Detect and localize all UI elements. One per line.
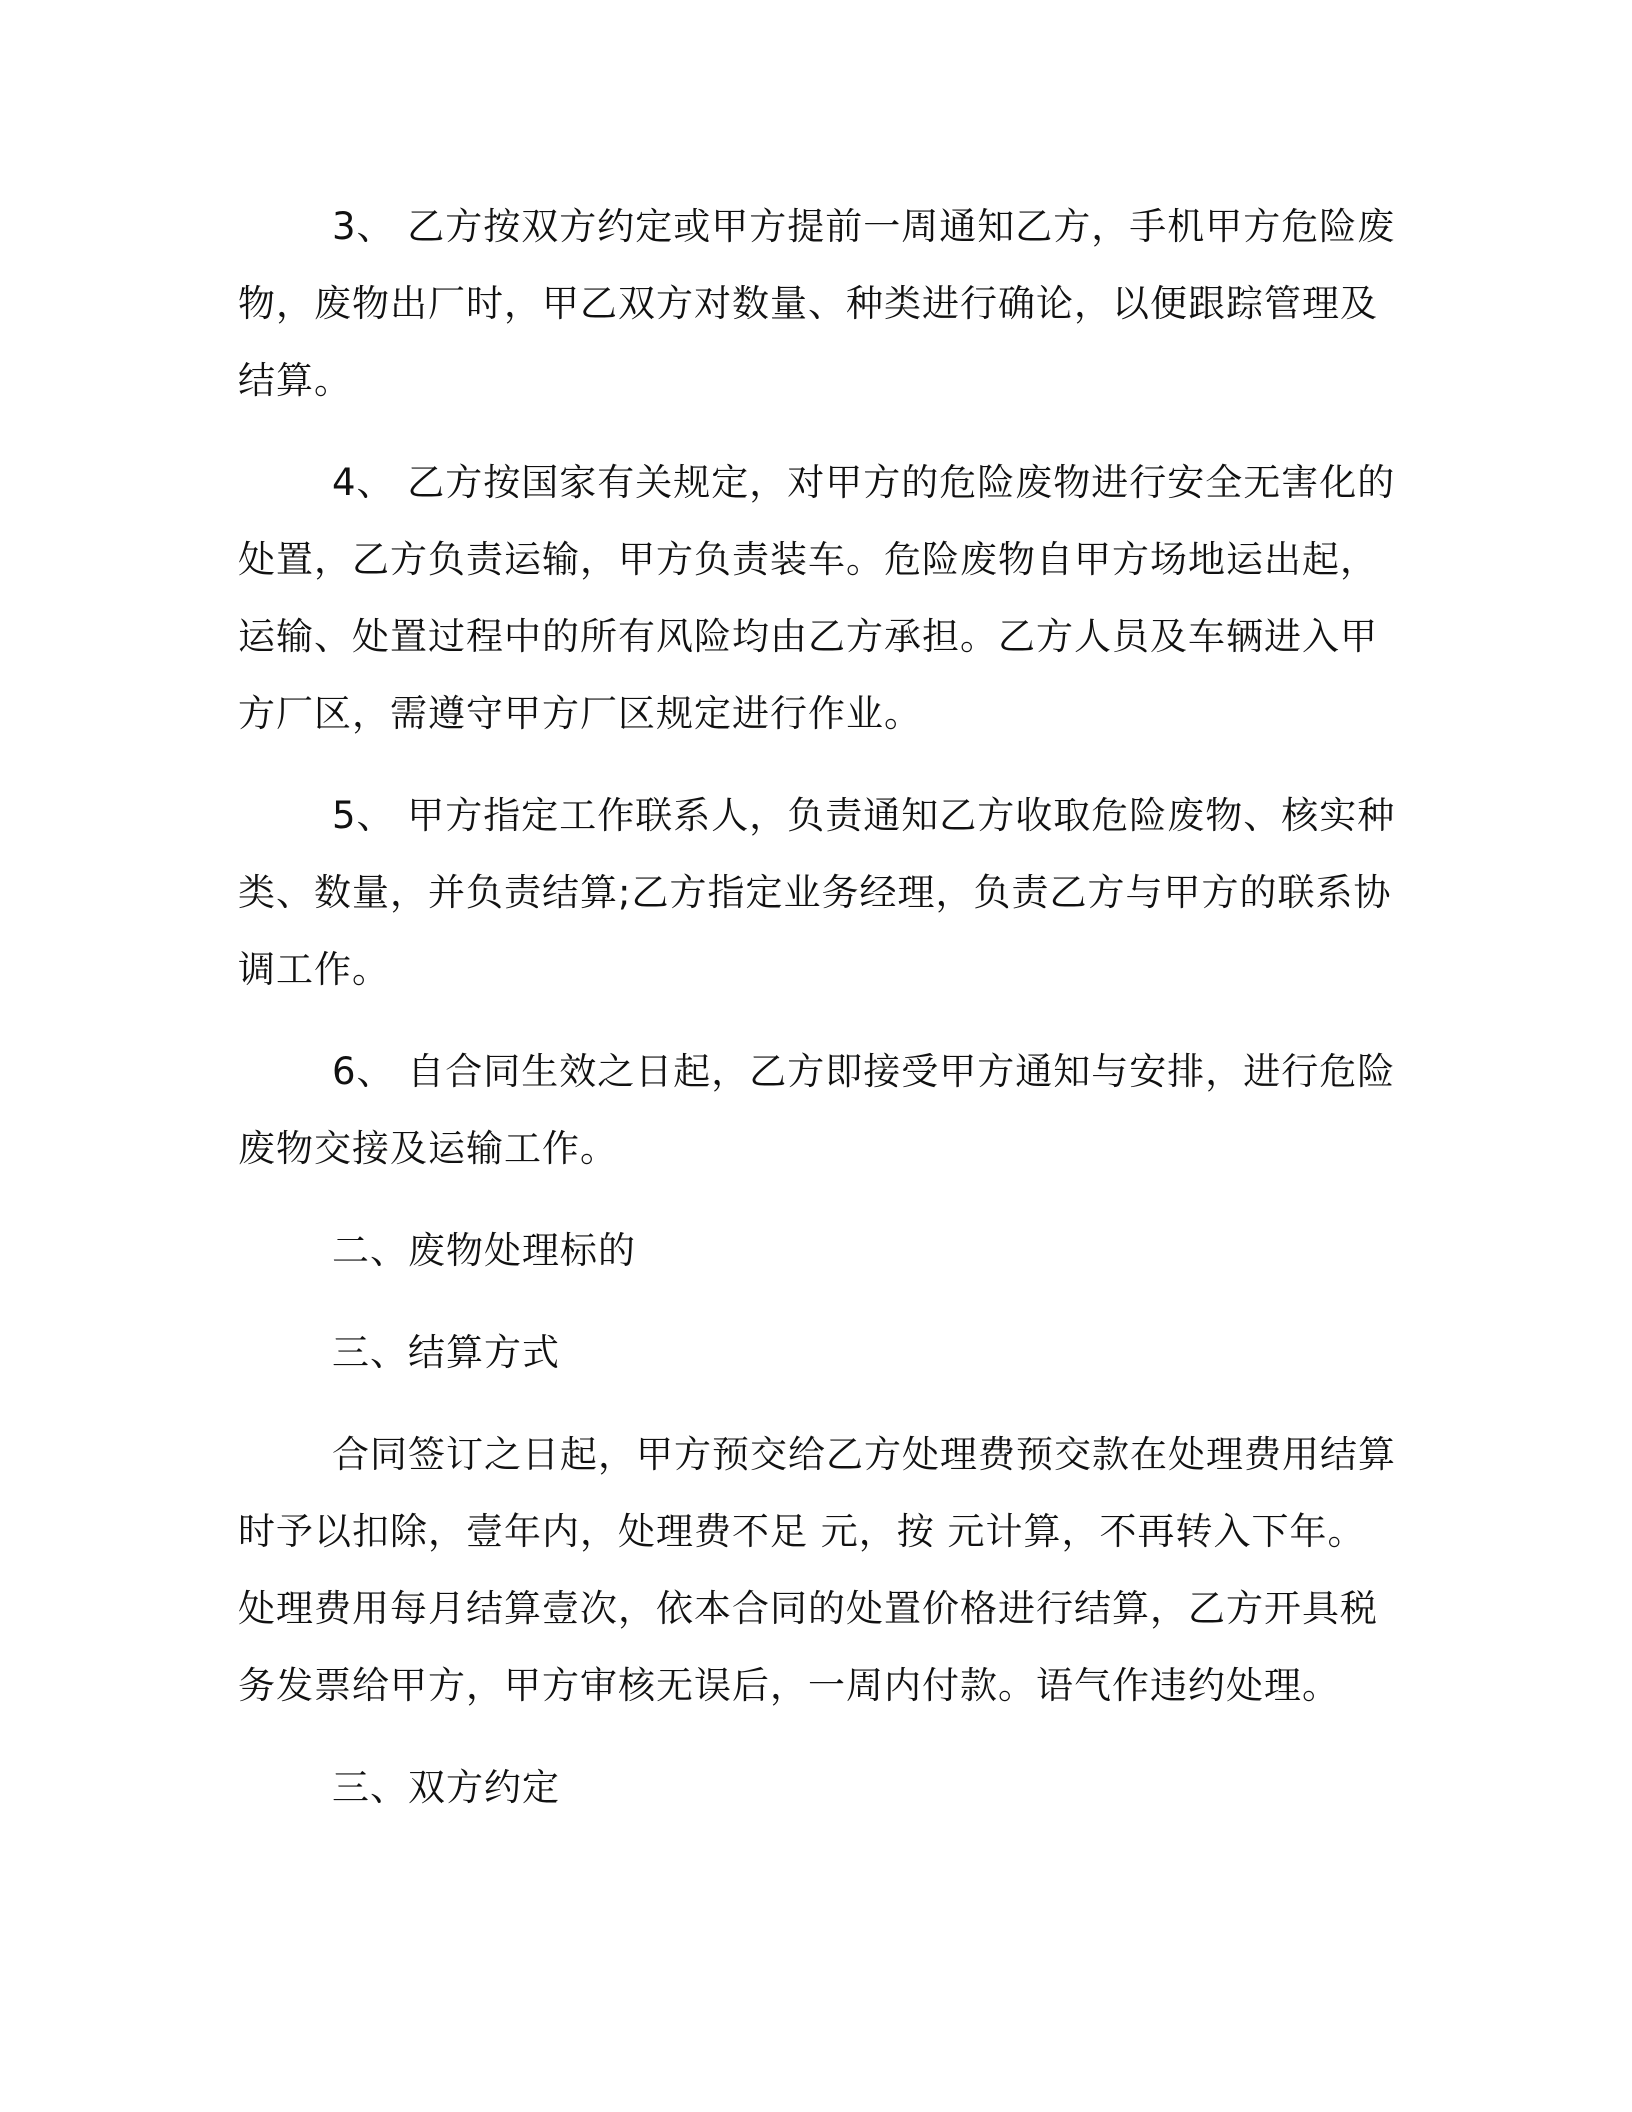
section-2-heading: 二、废物处理标的 (332, 1229, 636, 1272)
clause-3-paragraph: 3、 乙方按双方约定或甲方提前一周通知乙方，手机甲方危险废物，废物出厂时，甲乙双方对数量、种类进行确论，以便跟踪管理及结算。 (238, 205, 1396, 402)
section-3-settlement-heading: 三、结算方式 (332, 1331, 560, 1374)
clause-6-paragraph: 6、 自合同生效之日起，乙方即接受甲方通知与安排，进行危险废物交接及运输工作。 (238, 1050, 1396, 1170)
clause-4-paragraph: 4、 乙方按国家有关规定，对甲方的危险废物进行安全无害化的处置，乙方负责运输，甲方负责装车。危险废物自甲方场地运出起，运输、处置过程中的所有风险均由乙方承担。乙方人员及车辆进入甲方厂区，需遵守甲方厂区规定进行作业。 (238, 461, 1396, 735)
settlement-paragraph: 合同签订之日起，甲方预交给乙方处理费预交款在处理费用结算时予以扣除，壹年内，处理费不足 元，按 元计算，不再转入下年。处理费用每月结算壹次，依本合同的处置价格进行结算，乙方开具税务发票给甲方，甲方审核无误后，一周内付款。语气作违约处理。 (238, 1433, 1396, 1707)
section-3-agreement-heading: 三、双方约定 (332, 1766, 560, 1809)
clause-5-paragraph: 5、 甲方指定工作联系人，负责通知乙方收取危险废物、核实种类、数量，并负责结算;乙方指定业务经理，负责乙方与甲方的联系协调工作。 (238, 794, 1396, 991)
document-body (238, 188, 1398, 1826)
